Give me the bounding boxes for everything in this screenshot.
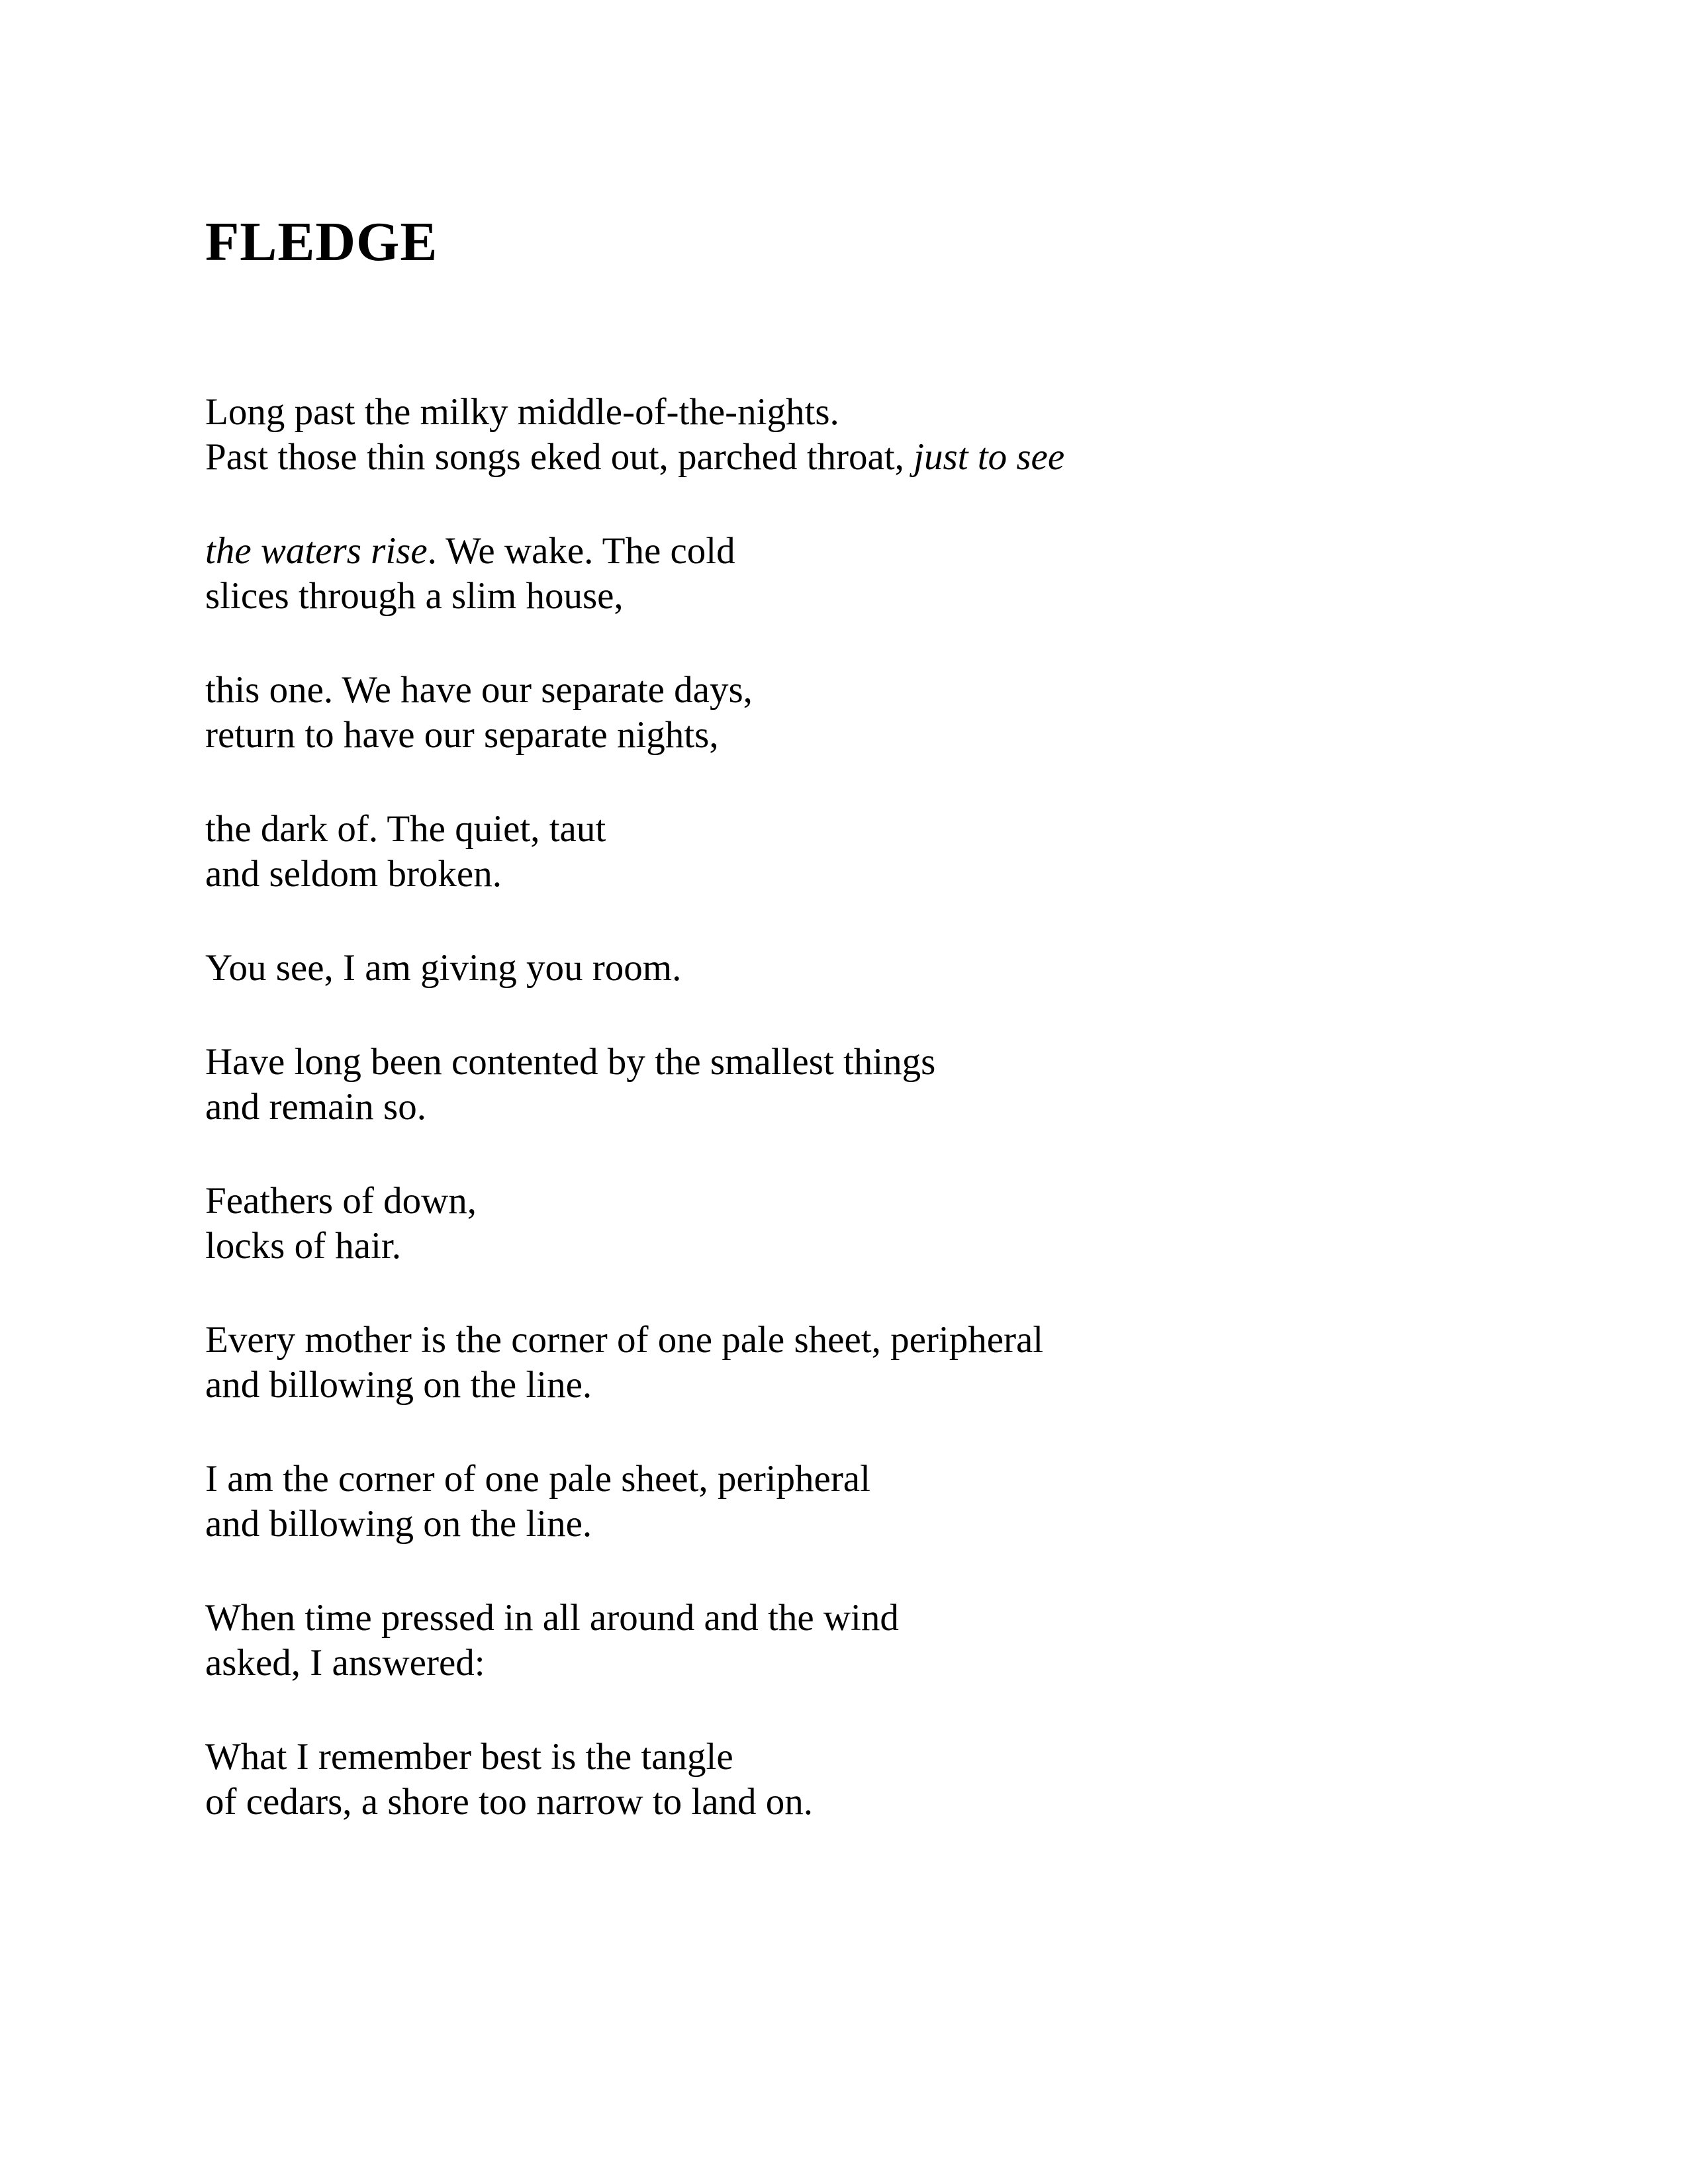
poem-line — [205, 1596, 1489, 1641]
poem-line — [205, 574, 1489, 619]
poem-text-segment: . We wake. The cold — [427, 530, 735, 572]
poem-text-segment: return to have our separate nights, — [205, 714, 719, 756]
poem-line — [205, 1085, 1489, 1130]
poem-line — [205, 852, 1489, 897]
poem-text-segment: Every mother is the corner of one pale sheet, peripheral — [205, 1319, 1044, 1361]
poem-text-segment: Past those thin songs eked out, parched throat, — [205, 436, 914, 478]
poem-line — [205, 946, 1489, 991]
poem-line — [205, 713, 1489, 758]
stanza-1 — [205, 390, 1489, 480]
poem-text-segment: slices through a slim house, — [205, 575, 624, 617]
poem-line — [205, 1457, 1489, 1502]
poem-line — [205, 1641, 1489, 1686]
poem-line — [205, 1502, 1489, 1547]
poem-line — [205, 390, 1489, 435]
poem-text-segment: Have long been contented by the smallest things — [205, 1041, 936, 1083]
poem-text-segment-italic: just to see — [914, 436, 1065, 478]
poem-text-segment: I am the corner of one pale sheet, peripheral — [205, 1458, 870, 1500]
poem-title: FLEDGE — [205, 211, 438, 273]
stanza-4 — [205, 807, 1489, 897]
poem-text-segment: and billowing on the line. — [205, 1503, 592, 1545]
poem-text-segment: You see, I am giving you room. — [205, 947, 682, 989]
poem-line — [205, 1040, 1489, 1085]
stanza-7 — [205, 1179, 1489, 1269]
poem-text-segment: this one. We have our separate days, — [205, 669, 753, 711]
poem-line — [205, 668, 1489, 713]
poem-line — [205, 1363, 1489, 1408]
stanza-2 — [205, 529, 1489, 619]
poem-line — [205, 1780, 1489, 1825]
poem-line — [205, 1224, 1489, 1269]
poem-text-segment: and seldom broken. — [205, 853, 502, 895]
poem-text-segment: What I remember best is the tangle — [205, 1736, 733, 1778]
stanza-9 — [205, 1457, 1489, 1547]
poem-text-segment: and billowing on the line. — [205, 1364, 592, 1406]
poem-text-segment: asked, I answered: — [205, 1642, 485, 1684]
poem-line — [205, 1179, 1489, 1224]
poem-text-segment: Long past the milky middle-of-the-nights. — [205, 391, 839, 433]
poem-line — [205, 529, 1489, 574]
stanza-6 — [205, 1040, 1489, 1130]
stanza-10 — [205, 1596, 1489, 1686]
stanza-11 — [205, 1735, 1489, 1825]
stanza-8 — [205, 1318, 1489, 1408]
poem-text-segment: Feathers of down, — [205, 1180, 477, 1222]
poem-line — [205, 807, 1489, 852]
stanza-3 — [205, 668, 1489, 758]
poem-text-segment: of cedars, a shore too narrow to land on. — [205, 1781, 814, 1823]
poem-text-segment: the dark of. The quiet, taut — [205, 808, 606, 850]
stanza-5 — [205, 946, 1489, 991]
poem-line — [205, 435, 1489, 480]
poem-text-segment: When time pressed in all around and the wind — [205, 1597, 899, 1639]
poem-text-segment: locks of hair. — [205, 1225, 402, 1267]
poem-text-segment-italic: the waters rise — [205, 530, 428, 572]
poem-line — [205, 1735, 1489, 1780]
poem-text-segment: and remain so. — [205, 1086, 426, 1128]
poem-line — [205, 1318, 1489, 1363]
